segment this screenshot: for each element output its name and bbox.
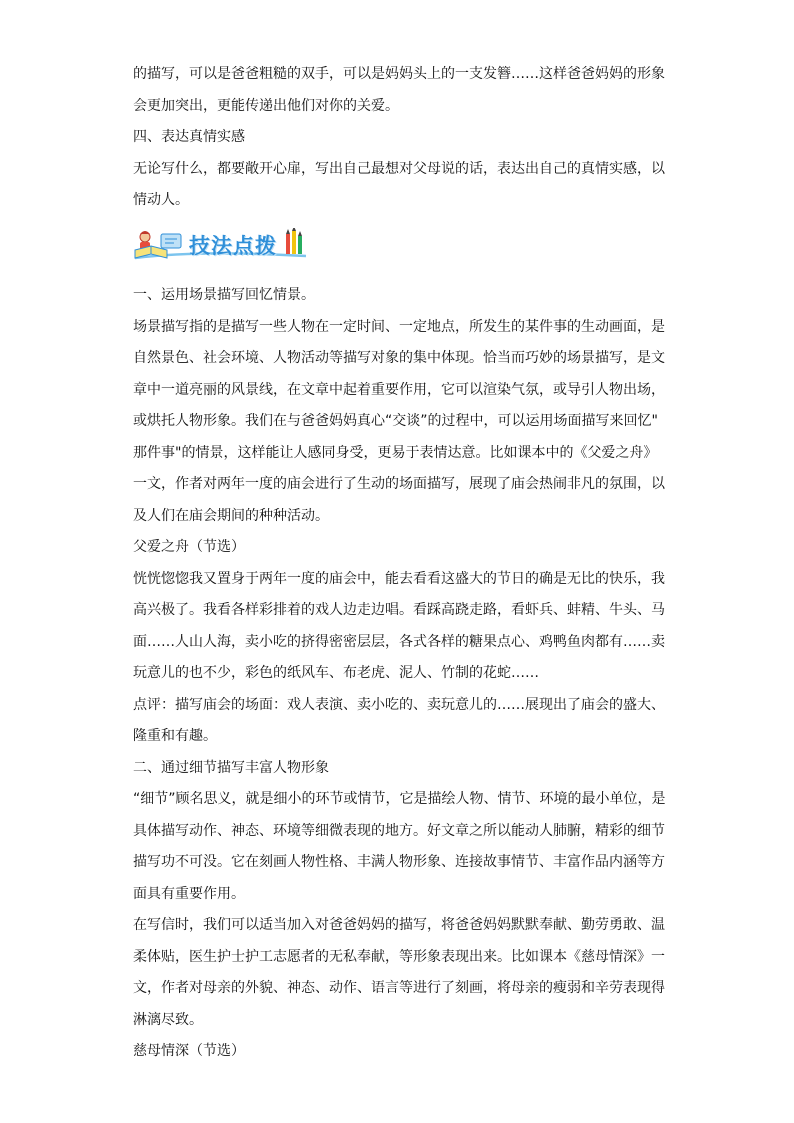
technique-banner (131, 228, 311, 262)
text-line: 会更加突出，更能传递出他们对你的关爱。 (133, 97, 399, 114)
text-line: 高兴极了。我看各样彩排着的戏人边走边唱。看踩高跷走路，看虾兵、蚌精、牛头、马 (133, 602, 665, 618)
text-line: 情动人。 (133, 192, 189, 208)
text-line: 淋漓尽致。 (133, 1011, 203, 1028)
text-line: 面具有重要作用。 (133, 885, 245, 902)
text-line: 描写功不可没。它在刻画人物性格、丰满人物形象、连接故事情节、丰富作品内涵等方 (133, 854, 665, 870)
excerpt-title: 慈母情深（节选） (133, 1043, 245, 1059)
text-line: “细节”顾名思义，就是细小的环节或情节，它是描绘人物、情节、环境的最小单位，是 (133, 791, 666, 807)
banner-title: 技法点拨 (189, 234, 277, 258)
text-line: 及人们在庙会期间的种种活动。 (133, 507, 329, 524)
text-line: 文，作者对母亲的外貌、神态、动作、语言等进行了刻画，将母亲的瘦弱和辛劳表现得 (133, 980, 665, 996)
text-line: 在写信时，我们可以适当加入对爸爸妈妈的描写，将爸爸妈妈默默奉献、勤劳勇敢、温 (133, 917, 665, 933)
text-line: 章中一道亮丽的风景线，在文章中起着重要作用，它可以渲染气氛，或导引人物出场， (133, 381, 665, 398)
comment-line: 隆重和有趣。 (133, 728, 217, 744)
text-line: 自然景色、社会环境、人物活动等描写对象的集中体现。恰当而巧妙的场景描写，是文 (133, 350, 665, 366)
text-line: 玩意儿的也不少，彩色的纸风车、布老虎、泥人、竹制的花蛇…… (133, 665, 539, 681)
text-line: 无论写什么，都要敞开心扉，写出自己最想对父母说的话，表达出自己的真情实感，以 (133, 160, 665, 177)
intro-paragraphs (133, 59, 668, 217)
section-heading: 四、表达真情实感 (133, 129, 245, 145)
section-heading: 二、通过细节描写丰富人物形象 (133, 759, 329, 776)
text-line: 恍恍惚惚我又置身于两年一度的庙会中，能去看看这盛大的节日的确是无比的快乐，我 (133, 570, 665, 587)
text-line: 那件事"的情景，这样能让人感同身受，更易于表情达意。比如课本中的《父爱之舟》 (133, 444, 658, 461)
comment-line: 点评：描写庙会的场面：戏人表演、卖小吃的、卖玩意儿的……展现出了庙会的盛大、 (133, 696, 665, 713)
text-line: 场景描写指的是描写一些人物在一定时间、一定地点，所发生的某件事的生动画面，是 (133, 318, 665, 335)
text-line: 一文，作者对两年一度的庙会进行了生动的场面描写，展现了庙会热闹非凡的氛围，以 (133, 476, 665, 492)
body-paragraphs (133, 280, 668, 1068)
text-line: 的描写，可以是爸爸粗糙的双手，可以是妈妈头上的一支发簪……这样爸爸妈妈的形象 (133, 66, 665, 82)
text-line: 具体描写动作、神态、环境等细微表现的地方。好文章之所以能动人肺腑，精彩的细节 (133, 822, 665, 839)
text-line: 或烘托人物形象。我们在与爸爸妈妈真心“交谈”的过程中，可以运用场面描写来回忆" (133, 413, 658, 429)
text-line: 面……人山人海，卖小吃的挤得密密层层，各式各样的糖果点心、鸡鸭鱼肉都有……卖 (133, 633, 665, 650)
excerpt-title: 父爱之舟（节选） (133, 539, 245, 555)
text-line: 柔体贴，医生护士护工志愿者的无私奉献，等形象表现出来。比如课本《慈母情深》一 (133, 948, 665, 965)
section-heading: 一、运用场景描写回忆情景。 (133, 287, 315, 303)
